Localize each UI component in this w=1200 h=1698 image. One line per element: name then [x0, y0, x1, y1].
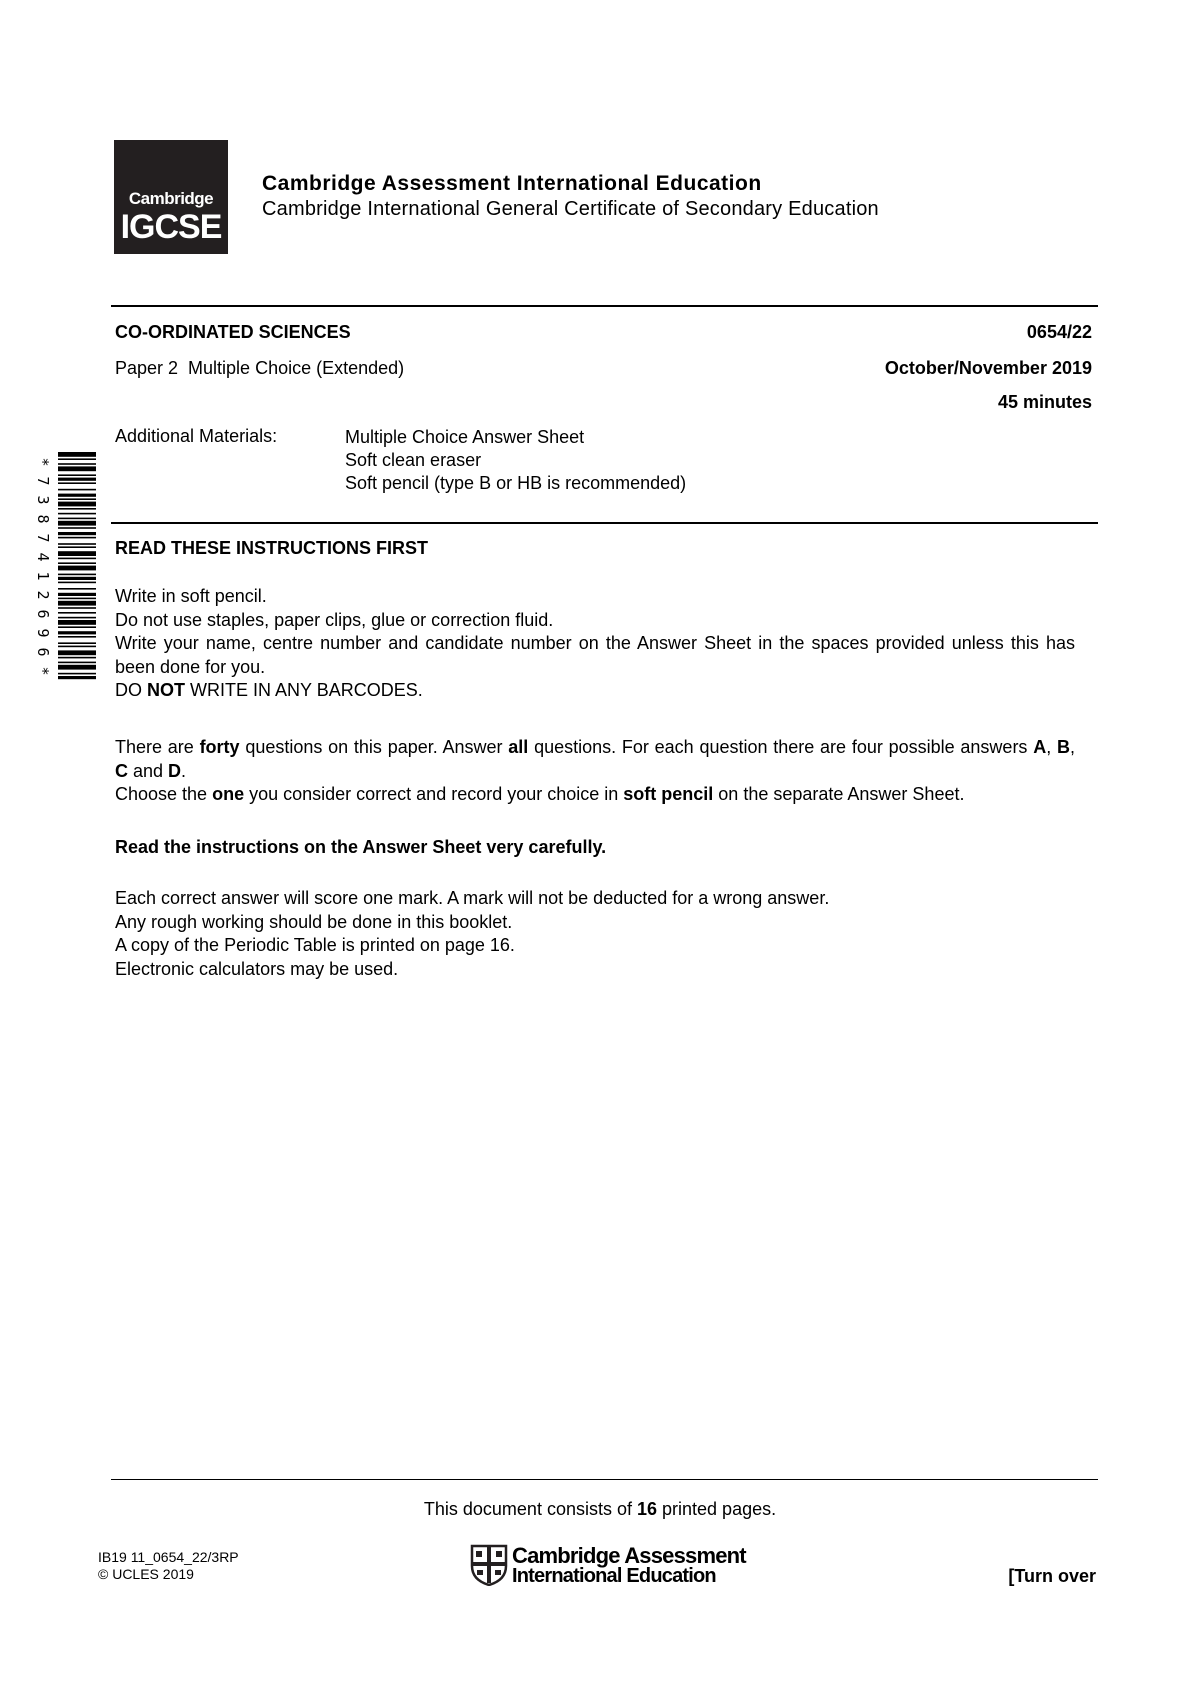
barcode-bar — [58, 636, 96, 638]
barcode-bar — [58, 482, 96, 484]
barcode-digit: * — [34, 457, 52, 467]
barcode-bar — [58, 673, 96, 675]
university-crest-icon — [470, 1544, 508, 1586]
instruction-line: Electronic calculators may be used. — [115, 958, 399, 979]
page-count-note: This document consists of 16 printed pages. — [423, 1499, 777, 1519]
barcode-bar — [58, 543, 96, 545]
barcode-bar — [58, 601, 96, 606]
instruction-line: Write your name, centre number and candidate number on the Answer Sheet in the spaces provided unless this has been done for you. — [115, 633, 1075, 677]
barcode-bar — [58, 551, 96, 556]
barcode-digit: 8 — [34, 514, 52, 524]
barcode-bar — [58, 478, 96, 481]
barcode-digit: 6 — [34, 647, 52, 657]
barcode-bar — [58, 612, 96, 614]
answer-sheet-note: Read the instructions on the Answer Sheet very carefully. — [115, 837, 607, 857]
barcode-bar — [58, 626, 96, 628]
instructions-divider — [111, 522, 1098, 524]
barcode-digit: 7 — [34, 476, 52, 486]
exam-duration: 45 minutes — [997, 392, 1092, 412]
publisher-name-line2: International Education — [512, 1565, 716, 1587]
instruction-line: DO NOT WRITE IN ANY BARCODES. — [115, 680, 423, 700]
barcode-bar — [58, 489, 96, 491]
barcode-bar — [58, 582, 96, 584]
barcode-bar — [58, 620, 96, 625]
instruction-line: Each correct answer will score one mark. A mark will not be deducted for a wrong answer. — [115, 888, 830, 908]
instruction-line: Choose the one you consider correct and record your choice in soft pencil on the separate Answer Sheet. — [115, 784, 965, 804]
barcode-digit: 4 — [34, 552, 52, 562]
instructions-block-4 — [115, 887, 1075, 981]
instruction-line: There are forty questions on this paper. Answer all questions. For each question there are four possible answers A, B, C and D. — [115, 737, 1075, 781]
footer-divider — [111, 1479, 1098, 1480]
barcode-bar — [58, 494, 96, 497]
barcode-bar — [58, 532, 96, 535]
barcode-bar — [58, 537, 96, 539]
barcode — [58, 452, 96, 680]
barcode-bar — [58, 646, 96, 648]
barcode-bar — [58, 617, 96, 619]
instructions-heading: READ THESE INSTRUCTIONS FIRST — [115, 538, 429, 558]
barcode-digit: 9 — [34, 628, 52, 638]
barcode-bar — [58, 593, 96, 596]
barcode-bar — [58, 518, 96, 520]
barcode-bar — [58, 558, 96, 560]
barcode-bar — [58, 598, 96, 600]
barcode-digit: 3 — [34, 495, 52, 505]
logo-line1: Cambridge — [128, 189, 214, 208]
instruction-line: Do not use staples, paper clips, glue or correction fluid. — [115, 609, 554, 630]
instruction-line: Any rough working should be done in this booklet. — [115, 911, 513, 932]
barcode-bar — [58, 498, 96, 500]
instruction-line: Write in soft pencil. — [115, 586, 267, 606]
barcode-bar — [58, 521, 96, 526]
barcode-digit: 6 — [34, 609, 52, 619]
material-item: Soft pencil (type B or HB is recommended) — [345, 473, 687, 493]
barcode-bar — [58, 574, 96, 576]
barcode-bar — [58, 566, 96, 571]
material-item: Soft clean eraser — [345, 450, 482, 470]
barcode-bar — [58, 463, 96, 465]
barcode-digit: 2 — [34, 590, 52, 600]
instructions-block-1 — [115, 585, 1075, 703]
barcode-bar — [58, 676, 96, 679]
barcode-bar — [58, 665, 96, 670]
barcode-bar — [58, 508, 96, 510]
barcode-bar — [58, 562, 96, 564]
syllabus-code: 0654/22 — [1026, 322, 1092, 342]
barcode-digit: 7 — [34, 533, 52, 543]
logo-line2: IGCSE — [120, 208, 222, 246]
barcode-bar — [58, 466, 96, 471]
barcode-bar — [58, 642, 96, 644]
turn-over-label: [Turn over — [1008, 1566, 1096, 1586]
subject-title: CO-ORDINATED SCIENCES — [115, 322, 351, 342]
additional-materials-label: Additional Materials: — [115, 426, 278, 446]
barcode-bar — [58, 577, 96, 580]
barcode-bar — [58, 662, 96, 664]
exam-session: October/November 2019 — [884, 358, 1092, 378]
barcode-bar — [58, 458, 96, 460]
additional-materials-list — [345, 426, 686, 495]
barcode-bar — [58, 588, 96, 590]
barcode-bar — [58, 657, 96, 659]
barcode-bar — [58, 452, 96, 457]
barcode-bar — [58, 650, 96, 655]
barcode-bar — [58, 546, 96, 548]
top-divider — [111, 305, 1098, 307]
organisation-name: Cambridge Assessment International Education — [262, 172, 762, 195]
barcode-digit: * — [34, 666, 52, 676]
barcode-bar — [58, 502, 96, 507]
reference-code: IB19 11_0654_22/3RP — [98, 1549, 239, 1565]
barcode-bar — [58, 607, 96, 609]
barcode-bar — [58, 631, 96, 634]
instruction-line: A copy of the Periodic Table is printed on page 16. — [115, 935, 515, 955]
barcode-bar — [58, 474, 96, 476]
material-item: Multiple Choice Answer Sheet — [345, 427, 585, 447]
barcode-bar — [58, 513, 96, 515]
publisher-name-line1: Cambridge Assessment — [512, 1543, 746, 1568]
copyright: © UCLES 2019 — [98, 1566, 194, 1582]
barcode-digits — [33, 452, 53, 680]
instructions-block-2 — [115, 736, 1075, 807]
document-reference — [98, 1549, 239, 1583]
cambridge-igcse-logo — [114, 140, 228, 254]
barcode-bar — [58, 527, 96, 529]
paper-title: Paper 2 Multiple Choice (Extended) — [115, 358, 405, 378]
qualification-name: Cambridge International General Certificate of Secondary Education — [262, 198, 879, 220]
barcode-digit: 1 — [34, 571, 52, 581]
